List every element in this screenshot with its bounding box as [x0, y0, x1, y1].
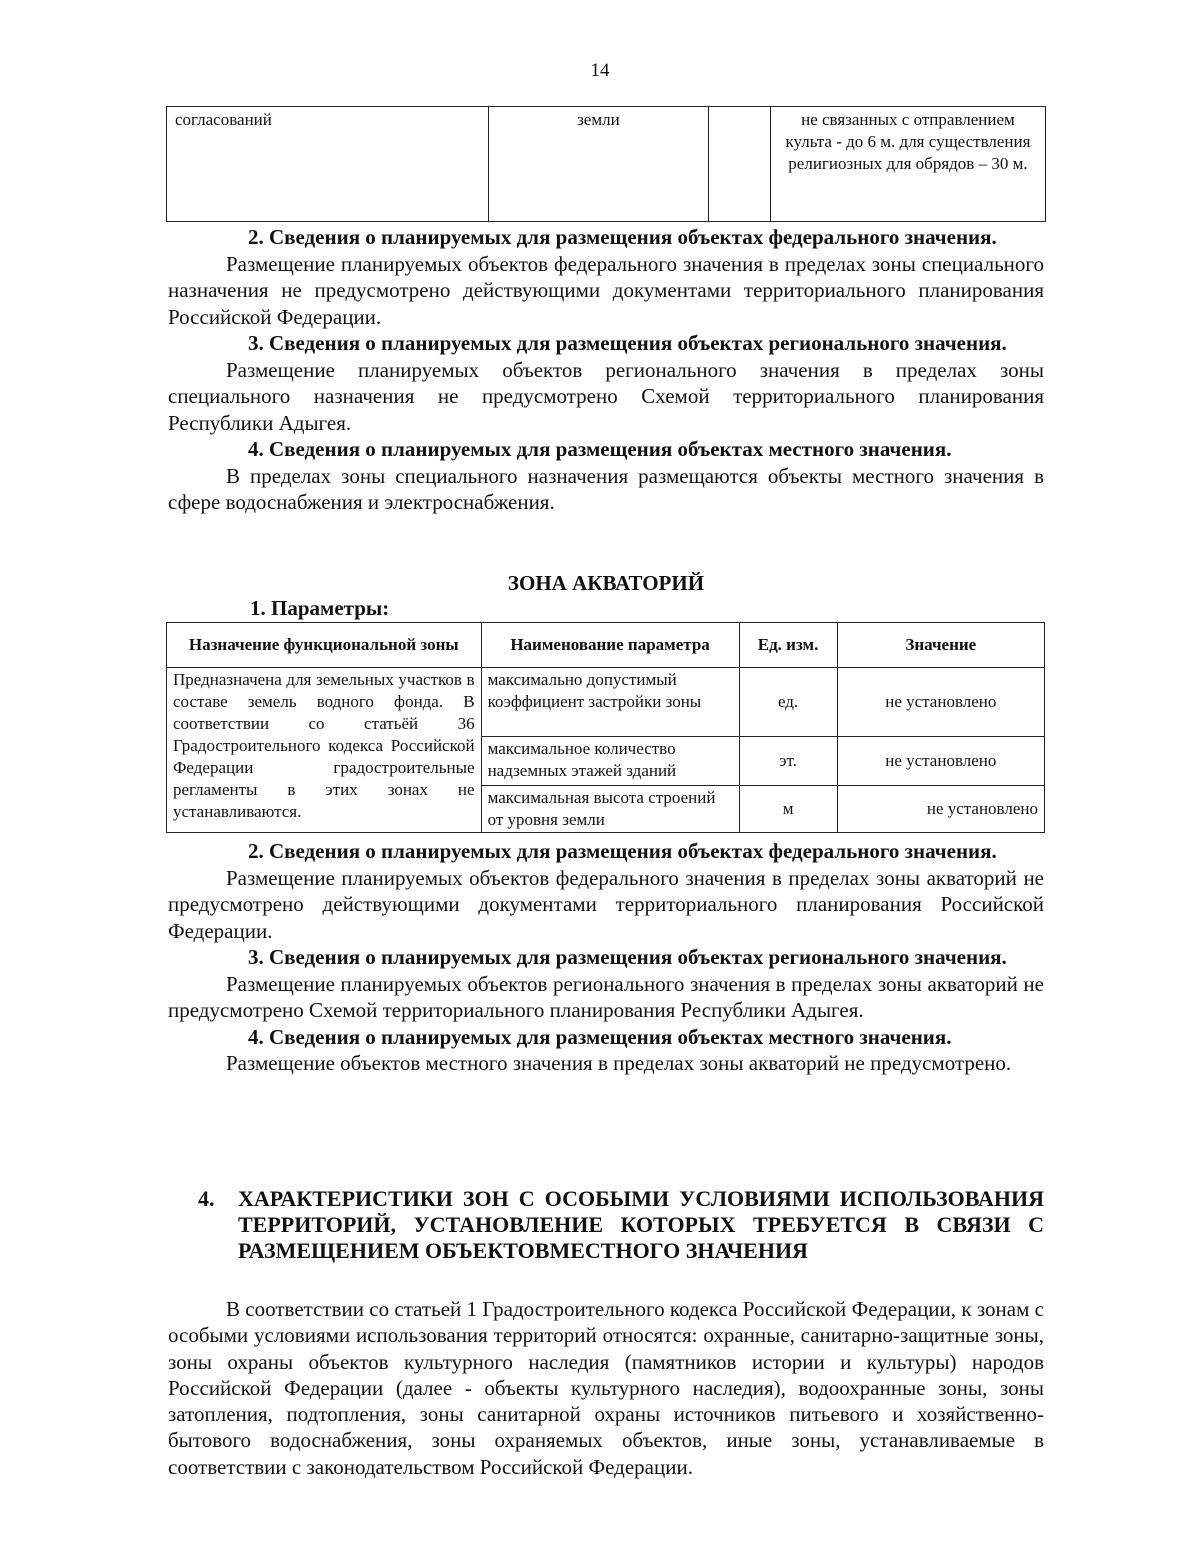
paragraph: В соответствии со статьей 1 Градостроительного кодекса Российской Федерации, к зонам с особыми условиями использования территорий относятся: охранные, санитарно-защитные зоны, зоны охраны объектов культурного наследия (памятников истории и культуры) народов Российской Федерации (далее - объекты культурного наследия), водоохранные зоны, зоны затопления, подтопления, зоны санитарной охраны источников питьевого и хозяйственно-бытового водоснабжения, зоны охраняемых объектов, иные зоны, устанавливаемые в соответствии с законодательством Российской Федерации. — [168, 1297, 1044, 1479]
paragraph: Размещение планируемых объектов регионального значения в пределах зоны акваторий не предусмотрено Схемой территориального планирования Республики Адыгея. — [168, 971, 1044, 1022]
header-cell: Значение — [837, 623, 1044, 668]
section-heading: 2. Сведения о планируемых для размещения объектах федерального значения. — [248, 225, 997, 249]
section-heading: 3. Сведения о планируемых для размещения объектах регионального значения. — [248, 945, 1007, 969]
section-heading: 4. Сведения о планируемых для размещения объектах местного значения. — [248, 1024, 952, 1049]
table-cell — [709, 107, 771, 222]
paragraph: Размещение планируемых объектов федерального значения в пределах зоны специального назначения не предусмотрено действующими документами территориального планирования Российской Федерации. — [168, 251, 1044, 329]
header-cell: Ед. изм. — [739, 623, 837, 668]
params-title: 1. Параметры: — [250, 596, 390, 620]
continued-table — [166, 106, 1046, 222]
param-cell: максимальная высота строений от уровня земли — [481, 786, 739, 833]
header-cell: Назначение функциональной зоны — [167, 623, 482, 668]
paragraph: Размещение планируемых объектов федерального значения в пределах зоны акваторий не предусмотрено действующими документами территориального планирования Российской Федерации. — [168, 865, 1044, 943]
chapter-body — [168, 1296, 1044, 1480]
chapter-heading — [198, 1186, 1044, 1264]
table-row — [167, 668, 1045, 737]
unit-cell: эт. — [739, 737, 837, 786]
special-zone-section — [168, 224, 1044, 516]
table-header-row — [167, 623, 1045, 668]
section-heading: 2. Сведения о планируемых для размещения объектах федерального значения. — [248, 839, 997, 863]
value-cell: не установлено — [837, 668, 1044, 737]
paragraph: В пределах зоны специального назначения размещаются объекты местного значения в сфере водоснабжения и электроснабжения. — [168, 463, 1044, 514]
unit-cell: м — [739, 786, 837, 833]
table-row — [167, 107, 1046, 222]
chapter-title: ХАРАКТЕРИСТИКИ ЗОН С ОСОБЫМИ УСЛОВИЯМИ ИСПОЛЬЗОВАНИЯ ТЕРРИТОРИЙ, УСТАНОВЛЕНИЕ КОТОРЫХ ТРЕБУЕТСЯ В СВЯЗИ С РАЗМЕЩЕНИЕМ ОБЪЕКТОВМЕСТНОГО ЗНАЧЕНИЯ — [238, 1186, 1044, 1263]
section-heading: 4. Сведения о планируемых для размещения объектах местного значения. — [248, 437, 952, 461]
zone-purpose-cell: Предназначена для земельных участков в составе земель водного фонда. В соответствии со статьёй 36 Градостроительного кодекса Российской Федерации градостроительные регламенты в этих зонах не устанавливаются. — [167, 668, 482, 833]
parameters-table — [166, 622, 1045, 833]
table-cell: земли — [488, 107, 708, 222]
value-cell: не установлено — [837, 786, 1044, 833]
page-number: 14 — [590, 60, 610, 81]
chapter-number: 4. — [198, 1186, 215, 1211]
header-cell: Наименование параметра — [481, 623, 739, 668]
zone-title: ЗОНА АКВАТОРИЙ — [507, 571, 705, 595]
water-zone-section — [168, 838, 1044, 1077]
table-cell: не связанных с отправлением культа - до 6 м. для существления религиозных для обрядов – 30 м. — [770, 107, 1045, 222]
param-cell: максимальное количество надземных этажей зданий — [481, 737, 739, 786]
unit-cell: ед. — [739, 668, 837, 737]
section-heading: 3. Сведения о планируемых для размещения объектах регионального значения. — [248, 331, 1007, 355]
table-cell: согласований — [167, 107, 489, 222]
paragraph: Размещение объектов местного значения в пределах зоны акваторий не предусмотрено. — [226, 1051, 1012, 1075]
value-cell: не установлено — [837, 737, 1044, 786]
paragraph: Размещение планируемых объектов регионального значения в пределах зоны специального назначения не предусмотрено Схемой территориального планирования Республики Адыгея. — [168, 357, 1044, 435]
param-cell: максимально допустимый коэффициент застройки зоны — [481, 668, 739, 737]
